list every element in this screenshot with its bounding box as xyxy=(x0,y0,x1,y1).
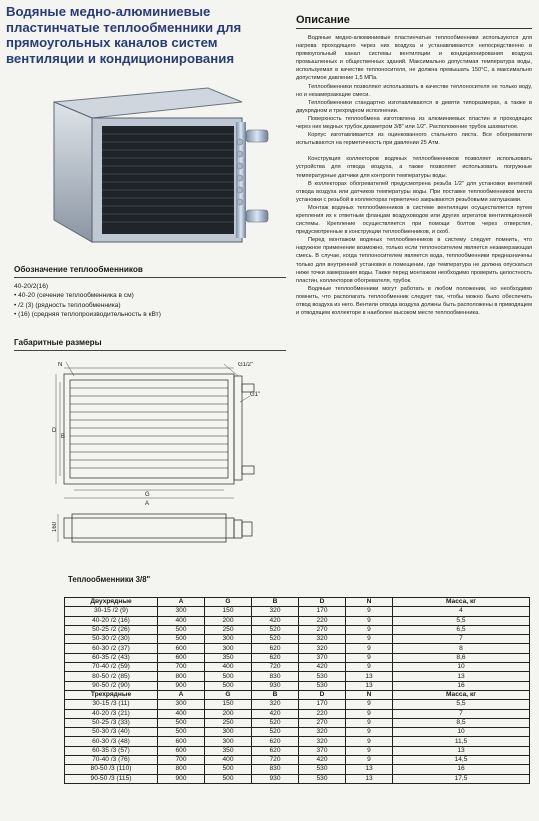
table-row xyxy=(65,774,530,783)
table-cell: 600 xyxy=(158,746,205,755)
table-cell: 13 xyxy=(346,765,393,774)
table-cell: 9 xyxy=(346,737,393,746)
column-header: G xyxy=(205,690,252,699)
table-cell: 520 xyxy=(252,728,299,737)
table-cell: 500 xyxy=(205,765,252,774)
table-cell: 70-40 /2 (59) xyxy=(65,663,158,672)
description-paragraph: Водяные теплообменники могут работать в любом положении, но необходимо помнить, что располагать теплообменник следует так, чтобы можно было обеспечить отвод воздуха из него. Вентили отвода воздуха должны быть расположены в приводящем и отводящем коллекторе в наиболее высоком месте теплообменника. xyxy=(296,285,532,317)
table-cell: 220 xyxy=(299,709,346,718)
column-header: A xyxy=(158,690,205,699)
table-cell: 9 xyxy=(346,663,393,672)
table-row xyxy=(65,765,530,774)
table-cell: 530 xyxy=(299,672,346,681)
table-header-row xyxy=(65,598,530,607)
table-cell: 9 xyxy=(346,700,393,709)
description-paragraph: Монтаж водяных теплообменников в системе вентиляции осуществляется путем крепления их к ответным фланцам воздуховодов или других агрегатов вентиляционной системы. Крепление осуществляется при помощи болтов через отверстия, предусмотренные в конструкции теплообменников, и скоб. xyxy=(296,204,532,236)
page-title: Водяные медно-алюминиевые пластинчатые теплообменники для прямоугольных каналов систем вентиляции и кондиционирования xyxy=(6,4,242,66)
column-header: A xyxy=(158,598,205,607)
table-cell: 420 xyxy=(299,756,346,765)
table-cell: 620 xyxy=(252,653,299,662)
table-cell: 300 xyxy=(205,644,252,653)
table-row xyxy=(65,607,530,616)
table-cell: 40-20 /3 (21) xyxy=(65,709,158,718)
table-cell: 500 xyxy=(205,681,252,690)
table-cell: 8,6 xyxy=(393,653,530,662)
table-cell: 9 xyxy=(346,625,393,634)
table-cell: 370 xyxy=(299,746,346,755)
table-cell: 9 xyxy=(346,635,393,644)
label-g: G xyxy=(145,492,150,498)
table-cell: 9 xyxy=(346,718,393,727)
table-cell: 270 xyxy=(299,718,346,727)
table-cell: 520 xyxy=(252,635,299,644)
table-cell: 350 xyxy=(205,653,252,662)
table-cell: 200 xyxy=(205,709,252,718)
table-row xyxy=(65,756,530,765)
table-cell: 320 xyxy=(252,700,299,709)
table-row xyxy=(65,718,530,727)
table-cell: 8,5 xyxy=(393,718,530,727)
dimensions-divider xyxy=(14,350,286,351)
label-b: B xyxy=(61,434,66,440)
table-cell: 150 xyxy=(205,607,252,616)
table-row xyxy=(65,746,530,755)
table-header-row xyxy=(65,690,530,699)
description-paragraph: Поверхность теплообмена изготовлена из алюминиевых пластин и проходящих через них медных трубок диаметром 3/8" или 1/2". Расположение трубок шахматное. xyxy=(296,115,532,131)
table-cell: 420 xyxy=(299,663,346,672)
description-text xyxy=(296,34,532,574)
table-cell: 720 xyxy=(252,663,299,672)
table-cell: 320 xyxy=(299,635,346,644)
table-cell: 17,5 xyxy=(393,774,530,783)
table-row xyxy=(65,728,530,737)
table-cell: 500 xyxy=(158,718,205,727)
table-cell: 170 xyxy=(299,700,346,709)
table-cell: 800 xyxy=(158,672,205,681)
table-cell: 500 xyxy=(205,774,252,783)
table-cell: 320 xyxy=(299,737,346,746)
description-paragraph: Теплообменники стандартно изготавливаются в девяти типоразмерах, а также в двухрядном и трехрядном исполнении. xyxy=(296,99,532,114)
table-cell: 500 xyxy=(158,635,205,644)
table-cell: 600 xyxy=(158,737,205,746)
table-cell: 300 xyxy=(205,737,252,746)
table-cell: 200 xyxy=(205,616,252,625)
table-cell: 930 xyxy=(252,774,299,783)
table-row xyxy=(65,737,530,746)
table-cell: 930 xyxy=(252,681,299,690)
description-paragraph: Перед монтажом водяных теплообменников в систему следует помнить, что наружное применение возможно, только если теплоносителем является незамерзающая смесь. В случае, когда теплоносителем является вода, теплообменники предназначены только для внутренней установки в помещении, где температура не должна опускаться ниже точки замерзания воды. Также перед монтажом необходимо проверить целостность пластин, коллекторов обогревателя, трубок. xyxy=(296,237,532,284)
table-cell: 300 xyxy=(158,607,205,616)
table-row xyxy=(65,653,530,662)
designation-line: • (16) (средняя теплопроизводительность в кВт) xyxy=(14,310,161,318)
table-cell: 520 xyxy=(252,625,299,634)
table-cell: 5,5 xyxy=(393,700,530,709)
table-cell: 60-35 /2 (43) xyxy=(65,653,158,662)
column-header: N xyxy=(346,690,393,699)
table-cell: 300 xyxy=(205,728,252,737)
table-cell: 150 xyxy=(205,700,252,709)
table-row xyxy=(65,616,530,625)
table-cell: 9 xyxy=(346,728,393,737)
description-heading: Описание xyxy=(296,14,350,26)
table-cell: 90-50 /2 (90) xyxy=(65,681,158,690)
table-cell: 600 xyxy=(158,653,205,662)
table-cell: 60-30 /3 (48) xyxy=(65,737,158,746)
table-cell: 520 xyxy=(252,718,299,727)
specs-table xyxy=(64,597,530,784)
label-a: A xyxy=(145,501,150,507)
table-cell: 13 xyxy=(393,746,530,755)
table-cell: 500 xyxy=(205,672,252,681)
table-cell: 7 xyxy=(393,709,530,718)
table-cell: 370 xyxy=(299,653,346,662)
table-cell: 13 xyxy=(346,681,393,690)
table-cell: 830 xyxy=(252,765,299,774)
table-cell: 9 xyxy=(346,709,393,718)
table-cell: 80-50 /3 (110) xyxy=(65,765,158,774)
table-cell: 9 xyxy=(346,644,393,653)
column-header: N xyxy=(346,598,393,607)
table-row xyxy=(65,625,530,634)
table-cell: 300 xyxy=(158,700,205,709)
table-cell: 9 xyxy=(346,756,393,765)
column-header: B xyxy=(252,690,299,699)
table-cell: 40-20 /2 (16) xyxy=(65,616,158,625)
table-cell: 530 xyxy=(299,681,346,690)
table-cell: 13 xyxy=(346,672,393,681)
table-cell: 420 xyxy=(252,709,299,718)
table-cell: 70-40 /3 (76) xyxy=(65,756,158,765)
table-cell: 620 xyxy=(252,644,299,653)
table-cell: 16 xyxy=(393,681,530,690)
designation-list xyxy=(14,282,161,319)
group-label: Двухрядные xyxy=(65,598,158,607)
table-cell: 50-25 /2 (26) xyxy=(65,625,158,634)
column-header: G xyxy=(205,598,252,607)
column-header: Масса, кг xyxy=(393,598,530,607)
table-cell: 700 xyxy=(158,663,205,672)
table-row xyxy=(65,709,530,718)
table-cell: 4 xyxy=(393,607,530,616)
table-cell: 620 xyxy=(252,737,299,746)
dimensions-drawing xyxy=(52,362,288,570)
designation-divider xyxy=(14,277,286,278)
table-cell: 6,5 xyxy=(393,625,530,634)
description-paragraph: Теплообменники позволяют использовать в качестве теплоносителя не только воду, но и незамерзающие смеси. xyxy=(296,83,532,98)
column-header: D xyxy=(299,598,346,607)
column-header: B xyxy=(252,598,299,607)
table-cell: 50-25 /3 (33) xyxy=(65,718,158,727)
table-cell: 800 xyxy=(158,765,205,774)
table-cell: 900 xyxy=(158,774,205,783)
table-cell: 350 xyxy=(205,746,252,755)
table-cell: 250 xyxy=(205,625,252,634)
description-paragraph: Водяные медно-алюминиевые пластинчатые теплообменники используются для нагрева проходящего через них воздуха и устанавливаются непосредственно в прямоугольный канал системы вентиляции и кондиционирования воздуха промышленных и общественных зданий. Максимально допустимая температура воды, используемая в качестве теплоносителя, не должна превышать 150°С, а максимально допустимое давление 1,5 МПа. xyxy=(296,35,532,82)
table-cell: 60-35 /3 (57) xyxy=(65,746,158,755)
dimensions-heading: Габаритные размеры xyxy=(14,338,102,347)
designation-line: 40-20/2(16) xyxy=(14,283,49,290)
table-cell: 50-30 /2 (30) xyxy=(65,635,158,644)
table-cell: 9 xyxy=(346,616,393,625)
table-cell: 700 xyxy=(158,756,205,765)
table-cell: 530 xyxy=(299,774,346,783)
table-row xyxy=(65,635,530,644)
table-cell: 320 xyxy=(299,644,346,653)
column-header: D xyxy=(299,690,346,699)
group-label: Трехрядные xyxy=(65,690,158,699)
table-cell: 13 xyxy=(393,672,530,681)
table-row xyxy=(65,644,530,653)
table-cell: 30-15 /3 (11) xyxy=(65,700,158,709)
table-cell: 270 xyxy=(299,625,346,634)
label-d: D xyxy=(52,428,57,434)
label-160: 160 xyxy=(52,521,58,532)
table-cell: 90-50 /3 (115) xyxy=(65,774,158,783)
table-cell: 600 xyxy=(158,644,205,653)
table-cell: 620 xyxy=(252,746,299,755)
table-cell: 9 xyxy=(346,746,393,755)
table-cell: 9 xyxy=(346,607,393,616)
heat-exchanger-photo xyxy=(40,82,280,262)
table-cell: 8 xyxy=(393,644,530,653)
table-cell: 16 xyxy=(393,765,530,774)
label-n: N xyxy=(58,362,63,368)
table-cell: 220 xyxy=(299,616,346,625)
table-cell: 320 xyxy=(252,607,299,616)
table-cell: 900 xyxy=(158,681,205,690)
table-cell: 530 xyxy=(299,765,346,774)
table-cell: 13 xyxy=(346,774,393,783)
table-cell: 420 xyxy=(252,616,299,625)
table-row xyxy=(65,700,530,709)
designation-line: • 40-20 (сечение теплообменника в см) xyxy=(14,292,134,300)
table-cell: 5,5 xyxy=(393,616,530,625)
table-title: Теплообменники 3/8" xyxy=(68,575,151,584)
table-cell: 830 xyxy=(252,672,299,681)
column-header: Масса, кг xyxy=(393,690,530,699)
table-cell: 9 xyxy=(346,653,393,662)
table-cell: 11,5 xyxy=(393,737,530,746)
description-paragraph: В коллекторах обогревателей предусмотрена резьба 1/2" для установки вентилей отвода воздуха или датчиков температуры воды. При поставке теплообменников места установки с резьбой в коллекторах герметично закрываются резьбовыми заглушками. xyxy=(296,180,532,203)
label-g1: G1" xyxy=(250,392,261,398)
table-row xyxy=(65,672,530,681)
table-cell: 300 xyxy=(205,635,252,644)
designation-heading: Обозначение теплообменников xyxy=(14,265,143,274)
table-cell: 14,5 xyxy=(393,756,530,765)
table-cell: 50-30 /3 (40) xyxy=(65,728,158,737)
table-cell: 60-30 /2 (37) xyxy=(65,644,158,653)
table-cell: 170 xyxy=(299,607,346,616)
table-cell: 500 xyxy=(158,625,205,634)
table-cell: 30-15 /2 (9) xyxy=(65,607,158,616)
table-cell: 400 xyxy=(205,663,252,672)
table-cell: 400 xyxy=(205,756,252,765)
table-cell: 400 xyxy=(158,709,205,718)
table-row xyxy=(65,681,530,690)
description-paragraph: Конструкция коллекторов водяных теплообменников позволяет использовать устройства для отвода воздуха, а также позволяет использовать погружные температурные датчики для контроля температуры воды. xyxy=(296,156,532,179)
table-cell: 500 xyxy=(158,728,205,737)
table-row xyxy=(65,663,530,672)
designation-line: • /2 (3) (рядность теплообменника) xyxy=(14,301,121,309)
label-g12: G1/2" xyxy=(238,362,254,368)
description-paragraph: Корпус изготавливается из оцинкованного стального листа. Все обогреватели испытываются на герметичность при давлении 25 Атм. xyxy=(296,132,532,147)
table-cell: 10 xyxy=(393,663,530,672)
table-cell: 7 xyxy=(393,635,530,644)
table-cell: 320 xyxy=(299,728,346,737)
table-cell: 250 xyxy=(205,718,252,727)
description-divider xyxy=(296,28,532,29)
table-cell: 80-50 /2 (85) xyxy=(65,672,158,681)
table-cell: 720 xyxy=(252,756,299,765)
table-cell: 10 xyxy=(393,728,530,737)
table-cell: 400 xyxy=(158,616,205,625)
